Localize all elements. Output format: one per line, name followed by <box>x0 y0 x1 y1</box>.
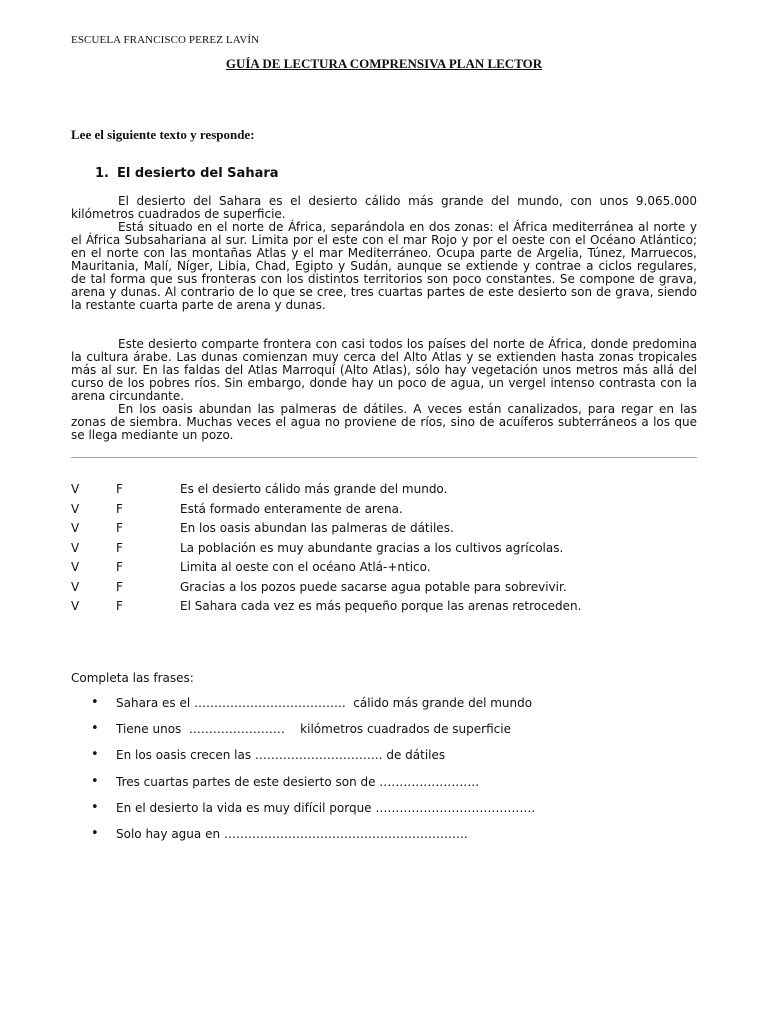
fill-in-item[interactable] <box>71 748 697 774</box>
divider <box>71 457 697 458</box>
bullet-icon: • <box>91 799 99 815</box>
bullet-icon: • <box>91 825 99 841</box>
fill-in-list <box>71 696 697 853</box>
false-option[interactable]: F <box>116 579 123 594</box>
fill-in-sentence: Sahara es el ……………………………….. cálido más grande del mundo <box>116 696 533 710</box>
section-heading <box>95 166 279 181</box>
false-option[interactable]: F <box>116 560 123 574</box>
true-false-item <box>71 482 697 502</box>
instruction: Lee el siguiente texto y responde: <box>71 127 255 142</box>
true-false-list <box>71 482 697 619</box>
fill-in-sentence: En el desierto la vida es muy difícil porque …………………………………. <box>116 800 536 815</box>
statement: El Sahara cada vez es más pequeño porque las arenas retroceden. <box>180 599 582 613</box>
paragraph: El desierto del Sahara es el desierto cálido más grande del mundo, con unos 9.065.000 kilómetros cuadrados de superficie. <box>71 194 697 221</box>
true-false-item <box>71 541 697 561</box>
true-false-item <box>71 599 697 619</box>
false-option[interactable]: F <box>116 599 123 613</box>
statement: Gracias a los pozos puede sacarse agua potable para sobrevivir. <box>180 579 567 594</box>
true-option[interactable]: V <box>71 599 80 613</box>
complete-section-title: Completa las frases: <box>71 671 194 685</box>
school-name: ESCUELA FRANCISCO PEREZ LAVÍN <box>71 34 260 46</box>
paragraph: En los oasis abundan las palmeras de dátiles. A veces están canalizados, para regar en las zonas de siembra. Muchas veces el agua no proviene de ríos, sino de acuíferos subterráneos a los que se llega mediante un pozo. <box>71 402 697 442</box>
statement: Limita al oeste con el océano Atlá-+ntico. <box>180 560 431 574</box>
paragraph: Este desierto comparte frontera con casi todos los países del norte de África, donde predomina la cultura árabe. Las dunas comienzan muy cerca del Alto Atlas y se extienden hasta zonas tropicales más al sur. En las faldas del Atlas Marroquí (Alto Atlas), sólo hay vegetación unos metros más allá del curso de los pobres ríos. Sin embargo, donde hay un poco de agua, un vergel intenso contrasta con la arena circundante. <box>71 337 697 403</box>
true-false-item <box>71 580 697 600</box>
true-false-item <box>71 502 697 522</box>
section-number: 1. <box>95 166 109 181</box>
true-option[interactable]: V <box>71 501 80 516</box>
bullet-icon: • <box>91 773 99 789</box>
true-option[interactable]: V <box>71 521 80 535</box>
fill-in-item[interactable] <box>71 722 697 748</box>
section-title: El desierto del Sahara <box>117 166 279 181</box>
statement: Es el desierto cálido más grande del mundo. <box>180 482 448 496</box>
fill-in-sentence: Tres cuartas partes de este desierto son de ……………………. <box>116 774 480 789</box>
true-false-item <box>71 560 697 580</box>
fill-in-item[interactable] <box>71 775 697 801</box>
fill-in-item[interactable] <box>71 801 697 827</box>
fill-in-item[interactable] <box>71 827 697 853</box>
reading-text-part-1 <box>71 195 697 312</box>
statement: Está formado enteramente de arena. <box>180 501 403 516</box>
statement: La población es muy abundante gracias a los cultivos agrícolas. <box>180 540 564 555</box>
true-option[interactable]: V <box>71 560 80 574</box>
true-option[interactable]: V <box>71 482 80 496</box>
bullet-icon: • <box>91 695 99 710</box>
false-option[interactable]: F <box>116 540 123 555</box>
false-option[interactable]: F <box>116 501 123 516</box>
bullet-icon: • <box>91 721 99 737</box>
page-title: GUÍA DE LECTURA COMPRENSIVA PLAN LECTOR <box>225 56 543 71</box>
fill-in-sentence: En los oasis crecen las ………………………….. de dátiles <box>116 748 446 763</box>
paragraph: Está situado en el norte de África, separándola en dos zonas: el África mediterránea al norte y el África Subsahariana al sur. Limita por el este con el mar Rojo y por el oeste con el Océano Atlántico; en el norte con las montañas Atlas y el mar Mediterráneo. Ocupa parte de Argelia, Túnez, Marruecos, Mauritania, Malí, Níger, Libia, Chad, Egipto y Sudán, aunque se extiende y contrae a ciclos regulares, de tal forma que sus fronteras con los distintos territorios son poco constantes. Se compone de grava, arena y dunas. Al contrario de lo que se cree, tres cuartas partes de este desierto son de grava, siendo la restante cuarta parte de arena y dunas. <box>71 220 697 312</box>
false-option[interactable]: F <box>116 482 123 496</box>
true-option[interactable]: V <box>71 579 80 594</box>
reading-text-part-2 <box>71 338 697 442</box>
true-false-item <box>71 521 697 541</box>
fill-in-sentence: Solo hay agua en ……………………………………………………. <box>116 826 468 841</box>
false-option[interactable]: F <box>116 521 123 535</box>
true-option[interactable]: V <box>71 540 80 555</box>
bullet-icon: • <box>91 747 99 763</box>
statement: En los oasis abundan las palmeras de dátiles. <box>180 521 454 535</box>
fill-in-sentence: Tiene unos …………………… kilómetros cuadrados de superficie <box>116 722 511 737</box>
fill-in-item[interactable] <box>71 696 697 722</box>
